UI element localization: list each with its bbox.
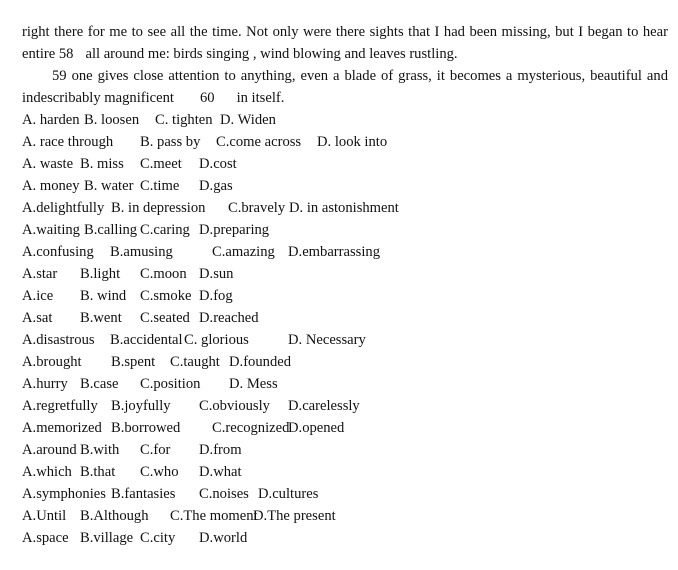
option-a: A.disastrous <box>22 332 95 348</box>
option-a: A.star <box>22 266 58 282</box>
option-row-18 <box>22 483 662 505</box>
option-d: D. Necessary <box>288 332 366 348</box>
passage-line-2 <box>22 43 668 65</box>
option-row-11 <box>22 329 662 351</box>
option-a: A. harden <box>22 112 80 128</box>
option-d: D.from <box>199 442 242 458</box>
passage-text: all around me: birds singing , wind blowing and leaves rustling. <box>85 46 458 62</box>
option-row-9 <box>22 285 662 307</box>
option-row-10 <box>22 307 662 329</box>
option-c: C.for <box>140 442 171 458</box>
option-b: B.borrowed <box>111 420 181 436</box>
option-a: A. money <box>22 178 80 194</box>
option-a: A. race through <box>22 134 114 150</box>
passage-line-3 <box>52 65 668 87</box>
blank-number-60: 60 <box>199 90 215 106</box>
passage-text-blank-59: 59 one gives close attention to anything, even a blade of grass, it becomes a mysterious, beautiful and <box>52 68 668 84</box>
option-d: D.embarrassing <box>288 244 380 260</box>
option-b: B.village <box>80 530 134 546</box>
option-c: C.who <box>140 464 179 480</box>
option-a: A.regretfully <box>22 398 98 414</box>
option-c: C.amazing <box>212 244 275 260</box>
option-row-13 <box>22 373 662 395</box>
option-b: B.that <box>80 464 116 480</box>
option-b: B.Although <box>80 508 149 524</box>
option-c: C.The moment <box>170 508 258 524</box>
option-row-16 <box>22 439 662 461</box>
option-a: A.memorized <box>22 420 102 436</box>
option-d: D.The present <box>253 508 336 524</box>
option-c: C.meet <box>140 156 182 172</box>
option-c: C.bravely <box>228 200 286 216</box>
option-d: D.cost <box>199 156 237 172</box>
option-d: D.opened <box>288 420 345 436</box>
option-a: A.sat <box>22 310 53 326</box>
option-a: A.Until <box>22 508 67 524</box>
option-a: A.around <box>22 442 77 458</box>
option-b: B. water <box>84 178 134 194</box>
option-d: D.sun <box>199 266 234 282</box>
option-b: B.amusing <box>110 244 173 260</box>
passage-text: indescribably magnificent <box>22 90 174 106</box>
option-a: A.which <box>22 464 72 480</box>
option-row-17 <box>22 461 662 483</box>
option-b: B. pass by <box>140 134 201 150</box>
option-row-6 <box>22 219 662 241</box>
option-d: D.fog <box>199 288 233 304</box>
option-b: B. loosen <box>84 112 140 128</box>
option-a: A. waste <box>22 156 74 172</box>
option-b: B.accidental <box>110 332 183 348</box>
option-row-12 <box>22 351 662 373</box>
option-c: C.caring <box>140 222 190 238</box>
option-a: A.ice <box>22 288 54 304</box>
option-c: C.seated <box>140 310 190 326</box>
option-row-5 <box>22 197 662 219</box>
option-b: B.calling <box>84 222 138 238</box>
option-row-20 <box>22 527 662 549</box>
option-d: D.founded <box>229 354 292 370</box>
passage-text-blank-58: entire 58 <box>22 46 74 62</box>
option-c: C.come across <box>216 134 302 150</box>
option-row-3 <box>22 153 662 175</box>
passage-line-4 <box>22 87 668 109</box>
option-a: A.delightfully <box>22 200 105 216</box>
option-d: D.preparing <box>199 222 270 238</box>
option-b: B.spent <box>111 354 156 370</box>
option-b: B.joyfully <box>111 398 171 414</box>
option-c: C.time <box>140 178 180 194</box>
option-b: B.case <box>80 376 119 392</box>
option-c: C. glorious <box>184 332 249 348</box>
option-row-7 <box>22 241 662 263</box>
option-d: D. look into <box>317 134 388 150</box>
option-c: C.noises <box>199 486 249 502</box>
option-row-8 <box>22 263 662 285</box>
option-row-2 <box>22 131 662 153</box>
passage-text: in itself. <box>236 90 285 106</box>
option-row-19 <box>22 505 662 527</box>
option-d: D. in astonishment <box>289 200 399 216</box>
option-row-15 <box>22 417 662 439</box>
option-d: D. Mess <box>229 376 278 392</box>
option-b: B.with <box>80 442 120 458</box>
passage-line-1 <box>22 21 668 43</box>
option-d: D. Widen <box>220 112 276 128</box>
option-b: B. in depression <box>111 200 206 216</box>
option-d: D.gas <box>199 178 233 194</box>
option-c: C.smoke <box>140 288 192 304</box>
option-a: A.hurry <box>22 376 68 392</box>
option-a: A.waiting <box>22 222 80 238</box>
option-b: B.went <box>80 310 122 326</box>
option-d: D.reached <box>199 310 259 326</box>
option-c: C.moon <box>140 266 187 282</box>
option-row-14 <box>22 395 662 417</box>
passage-text: right there for me to see all the time. Not only were there sights that I had been missing, but I began to hear <box>22 24 668 40</box>
option-b: B.light <box>80 266 121 282</box>
option-b: B.fantasies <box>111 486 176 502</box>
option-c: C.position <box>140 376 201 392</box>
option-row-4 <box>22 175 662 197</box>
option-b: B. wind <box>80 288 127 304</box>
option-c: C.obviously <box>199 398 270 414</box>
option-d: D.cultures <box>258 486 319 502</box>
option-a: A.space <box>22 530 69 546</box>
option-a: A.confusing <box>22 244 94 260</box>
option-c: C.taught <box>170 354 220 370</box>
option-a: A.brought <box>22 354 82 370</box>
option-b: B. miss <box>80 156 124 172</box>
option-a: A.symphonies <box>22 486 106 502</box>
option-d: D.world <box>199 530 248 546</box>
option-d: D.carelessly <box>288 398 360 414</box>
option-d: D.what <box>199 464 242 480</box>
option-c: C.city <box>140 530 176 546</box>
option-c: C.recognized <box>212 420 290 436</box>
option-c: C. tighten <box>155 112 213 128</box>
option-row-1 <box>22 109 662 131</box>
